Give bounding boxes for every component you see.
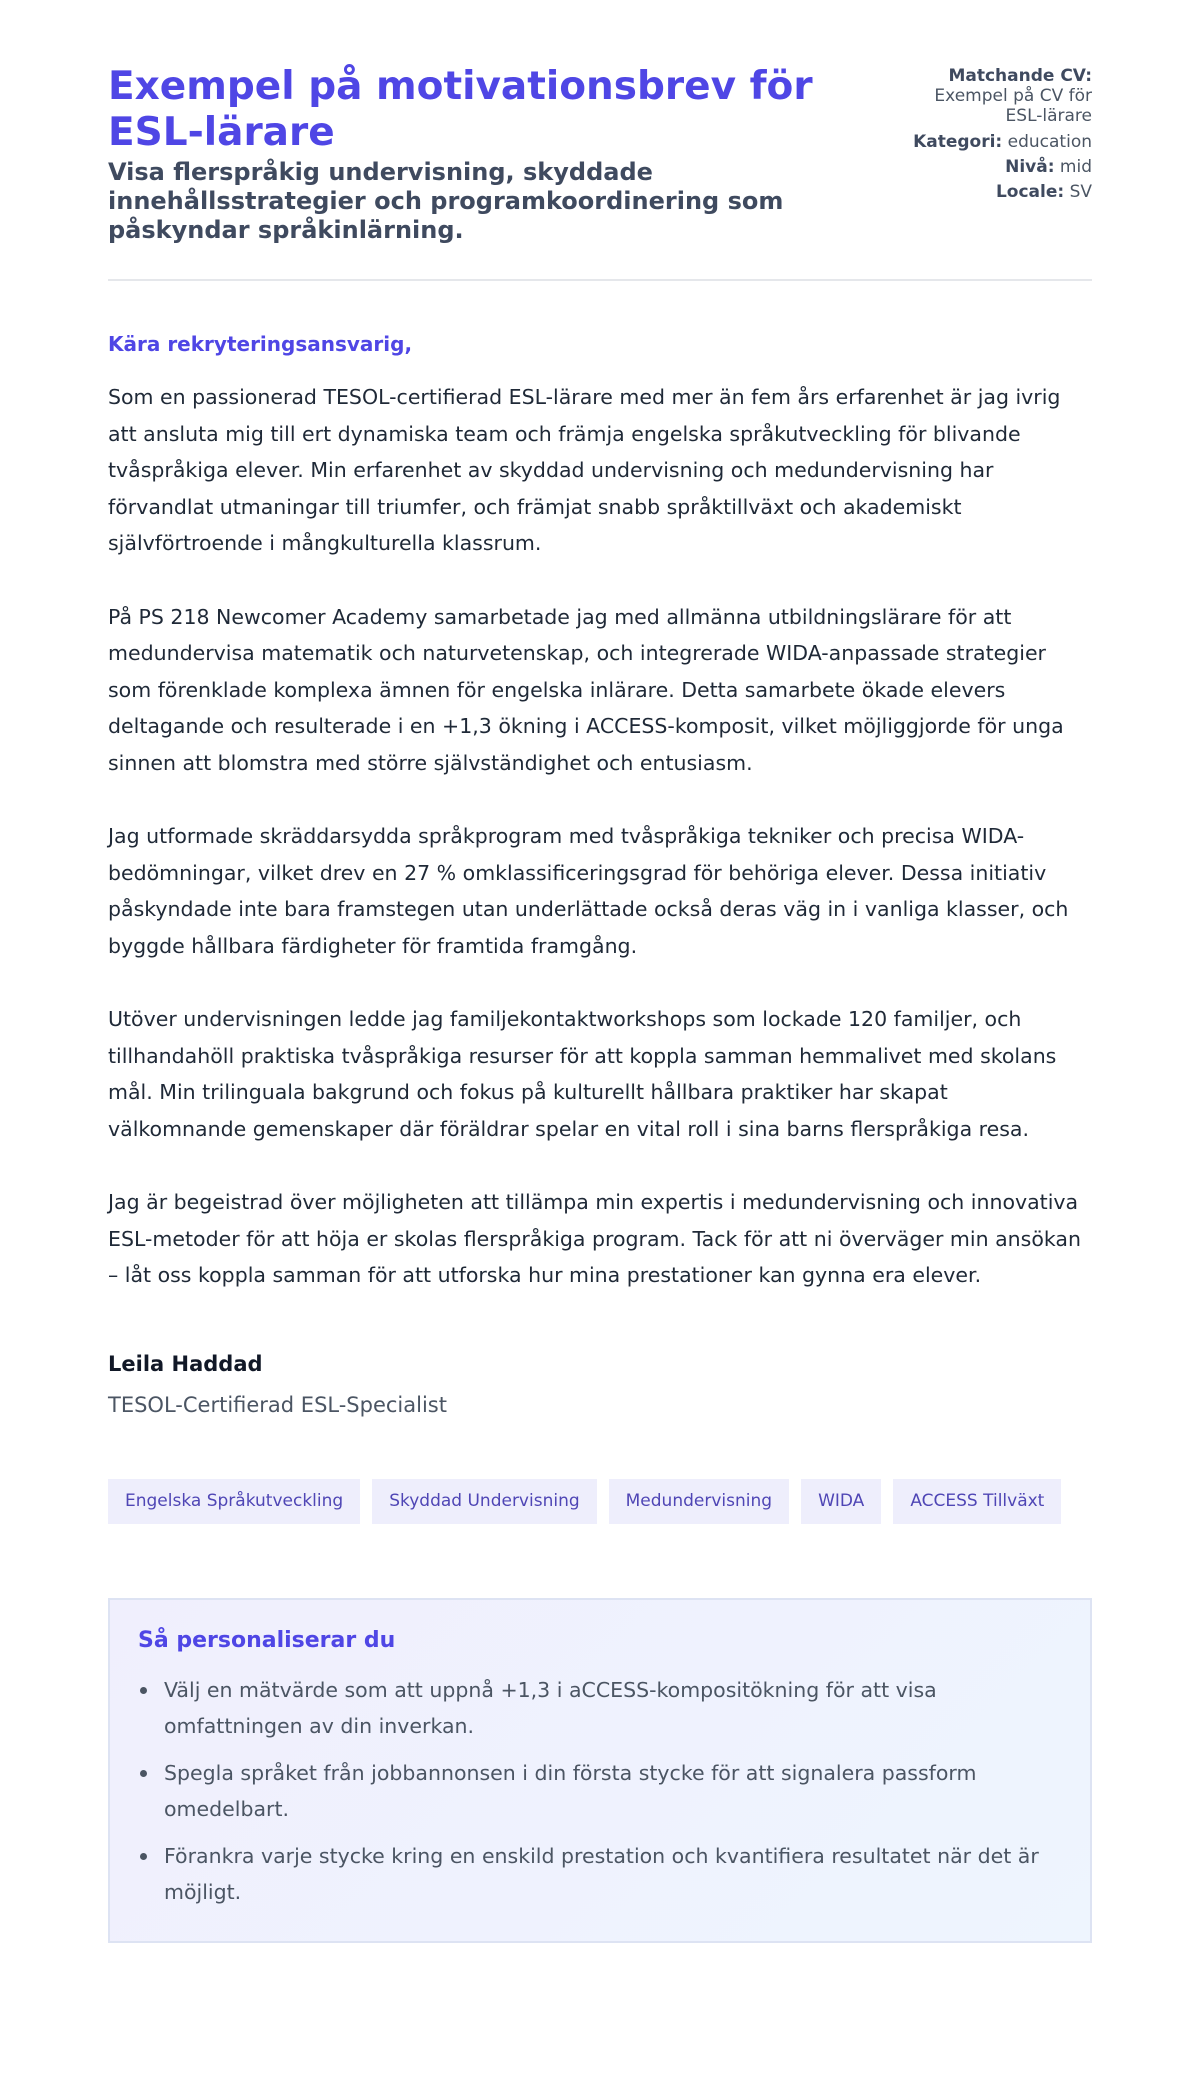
meta-locale-label: Locale:	[995, 182, 1065, 202]
skill-tag: Engelska Språkutveckling	[108, 1479, 360, 1524]
meta-category-label: Kategori:	[913, 132, 1003, 152]
skill-tag: Medundervisning	[609, 1479, 789, 1524]
meta-category	[895, 132, 1092, 152]
signature-title: TESOL-Certifierad ESL-Specialist	[108, 1392, 447, 1417]
header-titles	[108, 64, 895, 245]
meta-locale-value: SV	[1069, 182, 1092, 202]
tips-item	[138, 1755, 1062, 1828]
letter-paragraph: På PS 218 Newcomer Academy samarbetade jag med allmänna utbildningslärare för att medundervisa matematik och naturvetenskap, och integrerade WIDA-anpassade strategier som förenklade komplexa ämnen för engelska inlärare. Detta samarbete ökade elevers deltagande och resulterade i en +1,3 ökning i ACCESS-komposit, vilket möjliggjorde för unga sinnen att blomstra med större självständighet och entusiasm.	[108, 604, 1064, 775]
signature	[108, 1350, 1092, 1419]
meta-level-value: mid	[1059, 157, 1092, 177]
meta-category-value: education	[1007, 132, 1092, 152]
meta-level-label: Nivå:	[1005, 157, 1055, 177]
letter-greeting: Kära rekryteringsansvarig,	[108, 332, 413, 356]
skill-tag: WIDA	[801, 1479, 881, 1524]
skill-tag: Skyddad Undervisning	[372, 1479, 596, 1524]
page-subtitle: Visa flerspråkig undervisning, skyddade innehållsstrategier och programkoordinering som påskyndar språkinlärning.	[108, 158, 784, 244]
skill-tag: ACCESS Tillväxt	[893, 1479, 1061, 1524]
signature-name: Leila Haddad	[108, 1351, 263, 1376]
letter-paragraph: Utöver undervisningen ledde jag familjekontaktworkshops som lockade 120 familjer, och tillhandahöll praktiska tvåspråkiga resurser för att koppla samman hemmalivet med skolans mål. Min trilinguala bakgrund och fokus på kulturellt hållbara praktiker har skapat välkomnande gemenskaper där föräldrar spelar en vital roll i sina barns flerspråkiga resa.	[108, 1007, 1057, 1141]
meta-locale	[895, 182, 1092, 202]
meta-level	[895, 157, 1092, 177]
meta-matching-cv	[895, 66, 1092, 126]
page-title: Exempel på motivationsbrev för ESL-lärare	[108, 64, 813, 155]
letter-paragraph: Som en passionerad TESOL-certifierad ESL-lärare med mer än fem års erfarenhet är jag ivrig att ansluta mig till ert dynamiska team och främja engelska språkutveckling för blivande tvåspråkiga elever. Min erfarenhet av skyddad undervisning och medundervisning har förvandlat utmaningar till triumfer, och främjat snabb språktillväxt och akademiskt självförtroende i mångkulturella klassrum.	[108, 385, 1061, 555]
bullet-icon	[140, 1770, 147, 1777]
tips-item	[138, 1838, 1062, 1911]
meta-matching-cv-value: Exempel på CV för ESL-lärare	[934, 86, 1092, 126]
letter-paragraph: Jag utformade skräddarsydda språkprogram med tvåspråkiga tekniker och precisa WIDA-bedömningar, vilket drev en 27 % omklassificeringsgrad för behöriga elever. Dessa initiativ påskyndade inte bara framstegen utan underlättade också deras väg in i vanliga klasser, och byggde hållbara färdigheter för framtida framgång.	[108, 824, 1069, 958]
meta-panel	[895, 66, 1092, 207]
letter-body	[108, 379, 1092, 1294]
skill-tags	[108, 1479, 1092, 1524]
bullet-icon	[140, 1687, 147, 1694]
tips-item-text: Förankra varje stycke kring en enskild prestation och kvantifiera resultatet när det är möjligt.	[164, 1843, 1039, 1904]
tips-item	[138, 1672, 1062, 1745]
personalization-tips	[108, 1598, 1092, 1943]
tips-title: Så personaliserar du	[138, 1627, 396, 1653]
meta-matching-cv-label: Matchande CV:	[948, 66, 1092, 86]
tips-item-text: Spegla språket från jobbannonsen i din första stycke för att signalera passform omedelbart.	[164, 1760, 977, 1821]
letter	[108, 331, 1092, 1419]
bullet-icon	[140, 1853, 147, 1860]
tips-list	[138, 1672, 1062, 1911]
page-header	[108, 64, 1092, 281]
tips-item-text: Välj en mätvärde som att uppnå +1,3 i aCCESS-kompositökning för att visa omfattningen av din inverkan.	[164, 1677, 937, 1738]
letter-paragraph: Jag är begeistrad över möjligheten att tillämpa min expertis i medundervisning och innovativa ESL-metoder för att höja er skolas flerspråkiga program. Tack för att ni överväger min ansökan – låt oss koppla samman för att utforska hur mina prestationer kan gynna era elever.	[108, 1190, 1081, 1287]
